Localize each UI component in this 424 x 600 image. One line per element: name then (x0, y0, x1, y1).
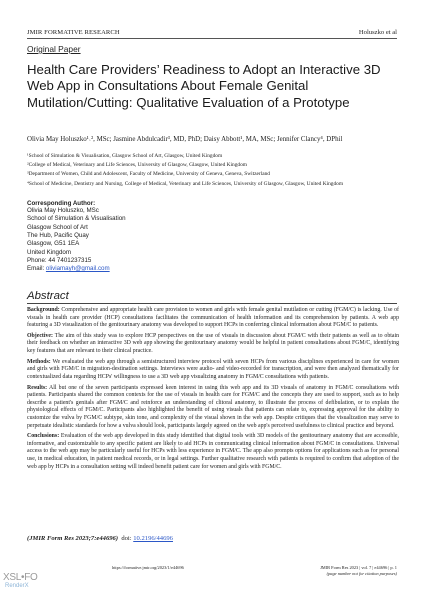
address-line: Glasgow, G51 1EA (27, 240, 80, 248)
abstract-heading: Abstract (27, 290, 69, 302)
section-text: Comprehensive and appropriate health care provision to women and girls with female genital mutilation or cutting (FGM/C) is lacking. Use of visuals in health care provider (HCP) consultations facilitates the communication of health information and its comprehension by patients. A web app featuring a 3D visualization of the genitourinary anatomy was developed to support HCPs in conferring clinical information about FGM/C to patients. (27, 307, 399, 329)
section-label: Results: (27, 384, 48, 391)
phone: Phone: 44 7401237315 (27, 257, 92, 265)
address-line: United Kingdom (27, 248, 72, 256)
affiliations (27, 152, 399, 189)
logo-line-1: XSL•FO (3, 572, 38, 583)
abstract-section-methods (27, 359, 399, 382)
email-label: Email: (27, 265, 46, 273)
email-line (27, 265, 126, 273)
affiliation: ⁴School of Medicine, Dentistry and Nursing, College of Medical, Veterinary and Life Sciences, University of Glasgow, Glasgow, United Kingdom (27, 180, 344, 187)
address-line: School of Simulation & Visualisation (27, 215, 126, 223)
address-line: Glasgow School of Art (27, 223, 88, 231)
logo-line-2: RenderX (5, 583, 29, 589)
doi-label: doi: (121, 535, 134, 542)
footer-url: https://formative.jmir.org/2023/1/e44696 (112, 565, 184, 570)
running-author: Holuszko et al (358, 29, 397, 36)
abstract-divider (27, 303, 397, 304)
page-note: (page number not for citation purposes) (326, 571, 397, 576)
section-label: Conclusions: (27, 433, 60, 440)
section-label: Background: (27, 307, 60, 313)
author-list: Olivia May Holuszko¹˒², MSc; Jasmine Abdulcadir³, MD, PhD; Daisy Abbott¹, MA, MSc; Jennifer Clancy⁴, DPhil (27, 136, 343, 143)
footer-page-info (320, 565, 397, 577)
affiliation: ³Department of Women, Child and Adolescent, Faculty of Medicine, University of Geneva, Geneva, Switzerland (27, 171, 270, 178)
abstract-body (27, 307, 399, 474)
corresponding-author-details (27, 207, 126, 274)
corresponding-author-heading: Corresponding Author: (27, 200, 96, 207)
citation (27, 535, 173, 542)
corresponding-author-name: Olivia May Holuszko, MSc (27, 207, 99, 214)
email-link[interactable]: oliviamayh@gmail.com (45, 265, 110, 273)
affiliation: ²College of Medical, Veterinary and Life Sciences, University of Glasgow, Glasgow, United Kingdom (27, 162, 247, 169)
abstract-section-background (27, 307, 399, 330)
section-text: The aim of this study was to explore HCP perspectives on the use of visuals in discussion about FGM/C with their patients as well as to obtain their feedback on whether an interactive 3D web app showing the genitourinary anatomy would be helpful in patient consultations about FGM/C, identifying key features that are relevant to their clinical practice. (27, 332, 399, 355)
section-label: Methods: (27, 358, 51, 365)
affiliation: ¹School of Simulation & Visualisation, Glasgow School of Art, Glasgow, United Kingdom (27, 153, 223, 159)
doi-link[interactable]: 10.2196/44696 (133, 535, 173, 542)
section-text: We evaluated the web app through a semistructured interview protocol with seven HCPs from various disciplines experienced in care for women and girls with FGM/C in migration-destination settings. Interviews were audio- and video-recorded for transcription, and were then analyzed thematically for contextualized data regarding HCPs' willingness to use a 3D web app visualizing anatomy in FGM/C consultations with patients. (27, 358, 399, 380)
section-label: Objective: (27, 332, 53, 339)
journal-name: JMIR FORMATIVE RESEARCH (27, 29, 120, 36)
address-line: The Hub, Pacific Quay (27, 232, 89, 240)
abstract-section-results (27, 385, 399, 430)
header-divider (27, 38, 397, 39)
page-info: JMIR Form Res 2023 | vol. 7 | e44696 | p. 1 (320, 565, 397, 570)
article-type: Original Paper (27, 44, 81, 54)
abstract-section-objective (27, 333, 399, 356)
abstract-section-conclusions (27, 433, 399, 471)
article-title: Health Care Providers’ Readiness to Adopt an Interactive 3D Web App in Consultations About Female Genital Mutilation/Cutting: Qualitative Evaluation of a Prototype (27, 62, 381, 110)
section-text: Evaluation of the web app developed in this study identified that digital tools with 3D models of the genitourinary anatomy that are accessible, informative, and customizable to any specific patient are likely to aid HCPs in communicating clinical information about FGM/C in consultations. Universal access to the web app may be particularly useful for HCPs with less experience in FGM/C. The app also prompts options for applications such as for personal use, in medical education, in patient medical records, or in legal settings. Further qualitative research with patients is required to confirm that adoption of the web app by HCPs in a consultation setting will indeed benefit patient care for women and girls with FGM/C. (27, 433, 399, 470)
section-text: All but one of the seven participants expressed keen interest in using this web app and its 3D visuals of anatomy in FGM/C consultations with patients. Participants shared the common contexts for the use of visuals in health care for FGM/C and the concepts they are used to support, such as to help describe a patient's genitals after FGM/C and reinforce an understanding of clitoral anatomy, to illustrate the process of defibulation, or to explain the physiological effects of FGM/C. Participants also highlighted the benefit of using visuals that patients can relate to, expressing approval for the ability to customize the vulva by FGM/C subtype, skin tone, and complexity of the visual shown in the web app. Despite critiques that the visualization may serve to perpetuate idealistic standards for how a vulva should look, participants largely agreed on the web app's perceived usefulness to clinical practice and beyond. (27, 384, 399, 429)
xslfo-renderx-logo (3, 572, 37, 598)
citation-journal: (JMIR Form Res 2023;7:e44696) (27, 535, 119, 542)
